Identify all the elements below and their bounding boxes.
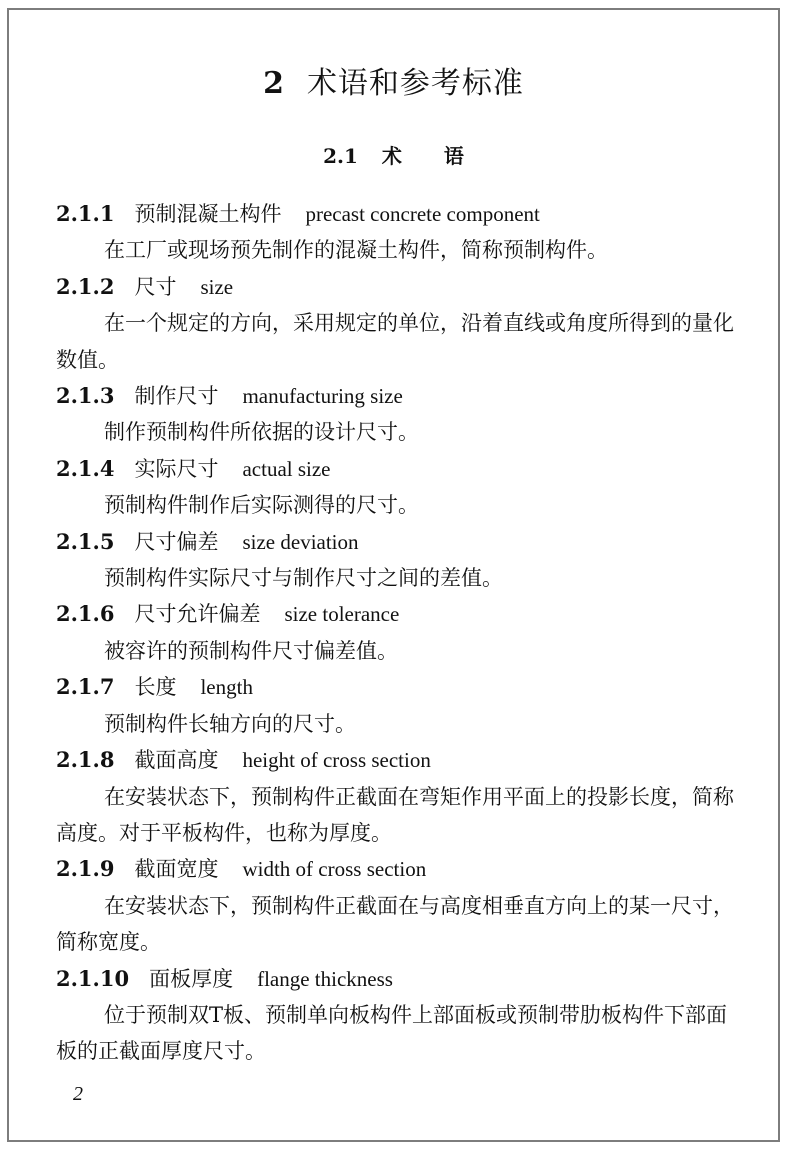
term-chinese: 截面高度 <box>134 748 219 773</box>
section-title-word-2: 语 <box>443 144 464 168</box>
term-heading <box>56 451 746 487</box>
term-entry <box>56 851 746 960</box>
term-heading <box>56 851 746 887</box>
term-entry <box>56 596 746 669</box>
term-definition: 预制构件实际尺寸与制作尺寸之间的差值。 <box>104 566 503 591</box>
term-entry <box>56 524 746 597</box>
term-number: 2.1.10 <box>56 965 130 991</box>
term-chinese: 制作尺寸 <box>134 384 219 409</box>
term-definition: 在工厂或现场预先制作的混凝土构件，简称预制构件。 <box>104 238 608 263</box>
term-number: 2.1.5 <box>56 528 115 554</box>
term-english: size deviation <box>242 529 359 554</box>
chapter-number: 2 <box>263 66 285 101</box>
term-heading <box>56 742 746 778</box>
term-chinese: 尺寸允许偏差 <box>134 602 261 627</box>
term-chinese: 长度 <box>134 675 177 700</box>
term-number: 2.1.4 <box>56 455 115 481</box>
term-definition: 在安装状态下，预制构件正截面在与高度相垂直方向上的某一尺寸，简称宽度。 <box>56 893 734 955</box>
term-number: 2.1.9 <box>56 856 115 882</box>
term-number: 2.1.1 <box>56 201 115 226</box>
section-title <box>9 140 778 169</box>
term-english: flange thickness <box>257 966 393 991</box>
term-entry <box>56 669 746 742</box>
term-chinese: 预制混凝土构件 <box>134 202 282 226</box>
term-heading <box>56 269 746 305</box>
term-entry <box>56 742 746 851</box>
term-english: width of cross section <box>242 857 427 882</box>
term-english: size <box>200 274 234 299</box>
term-number: 2.1.7 <box>56 674 115 700</box>
term-entry <box>56 196 746 269</box>
term-chinese: 尺寸偏差 <box>134 529 219 554</box>
term-entry <box>56 961 746 1070</box>
term-definition: 位于预制双T板、预制单向板构件上部面板或预制带肋板构件下部面板的正截面厚度尺寸。 <box>56 1002 728 1064</box>
term-heading <box>56 669 746 705</box>
term-chinese: 尺寸 <box>134 274 177 299</box>
term-english: actual size <box>242 456 331 481</box>
term-number: 2.1.2 <box>56 273 115 299</box>
term-heading <box>56 196 746 232</box>
term-entry <box>56 269 746 378</box>
term-english: manufacturing size <box>242 384 403 409</box>
term-number: 2.1.8 <box>56 747 115 773</box>
term-list <box>56 196 746 1070</box>
chapter-title <box>9 58 778 102</box>
page-content <box>9 10 778 1140</box>
chapter-title-text: 术语和参考标准 <box>306 66 524 101</box>
term-english: length <box>200 675 253 700</box>
term-definition: 预制构件长轴方向的尺寸。 <box>104 711 356 736</box>
term-chinese: 截面宽度 <box>134 857 219 882</box>
term-heading <box>56 596 746 632</box>
term-entry <box>56 378 746 451</box>
section-number: 2.1 <box>323 144 358 168</box>
term-number: 2.1.6 <box>56 601 115 627</box>
term-chinese: 面板厚度 <box>149 966 234 991</box>
term-definition: 被容许的预制构件尺寸偏差值。 <box>104 638 398 663</box>
section-title-word-1: 术 <box>381 144 402 168</box>
term-definition: 在一个规定的方向，采用规定的单位，沿着直线或角度所得到的量化数值。 <box>56 311 734 372</box>
term-definition: 制作预制构件所依据的设计尺寸。 <box>104 420 419 445</box>
term-definition: 预制构件制作后实际测得的尺寸。 <box>104 493 419 518</box>
document-page <box>7 8 780 1142</box>
term-chinese: 实际尺寸 <box>134 456 219 481</box>
page-number: 2 <box>73 1083 83 1105</box>
term-heading <box>56 378 746 414</box>
term-definition: 在安装状态下，预制构件正截面在弯矩作用平面上的投影长度，简称高度。对于平板构件，也称为厚度。 <box>56 784 734 845</box>
term-heading <box>56 524 746 560</box>
term-heading <box>56 961 746 997</box>
term-number: 2.1.3 <box>56 383 115 409</box>
term-english: size tolerance <box>284 602 400 627</box>
term-english: height of cross section <box>242 748 431 773</box>
term-english: precast concrete component <box>305 202 540 226</box>
term-entry <box>56 451 746 524</box>
